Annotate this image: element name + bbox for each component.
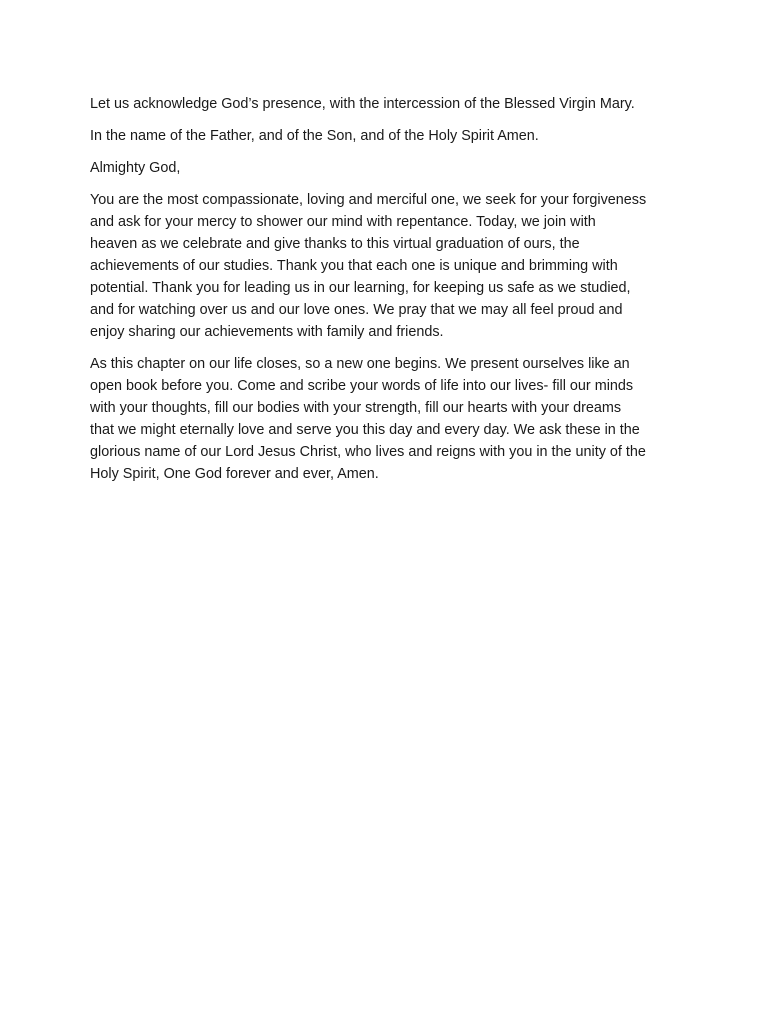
text-line: with your thoughts, fill our bodies with your strength, fill our hearts with your dreams	[90, 400, 622, 416]
text-line: open book before you. Come and scribe your words of life into our lives- fill our minds	[90, 378, 634, 394]
opening-invitation-paragraph	[90, 93, 680, 115]
sign-of-the-cross-paragraph	[90, 125, 680, 147]
text-line: that we might eternally love and serve you this day and every day. We ask these in the	[90, 422, 640, 438]
closing-prayer-paragraph	[90, 353, 680, 485]
text-line: glorious name of our Lord Jesus Christ, who lives and reigns with you in the unity of the	[90, 444, 646, 460]
text-line: and ask for your mercy to shower our mind with repentance. Today, we join with	[90, 214, 596, 230]
text-line: enjoy sharing our achievements with family and friends.	[90, 324, 444, 340]
document-body	[90, 93, 680, 495]
text-line: You are the most compassionate, loving and merciful one, we seek for your forgiveness	[90, 192, 647, 208]
thanksgiving-paragraph	[90, 189, 680, 343]
text-line: Let us acknowledge God’s presence, with the intercession of the Blessed Virgin Mary.	[90, 96, 635, 112]
salutation-paragraph	[90, 157, 680, 179]
text-line: As this chapter on our life closes, so a new one begins. We present ourselves like an	[90, 356, 630, 372]
text-line: heaven as we celebrate and give thanks to this virtual graduation of ours, the	[90, 236, 580, 252]
text-line: potential. Thank you for leading us in our learning, for keeping us safe as we studied,	[90, 280, 631, 296]
text-line: achievements of our studies. Thank you that each one is unique and brimming with	[90, 258, 618, 274]
text-line: Holy Spirit, One God forever and ever, Amen.	[90, 466, 379, 482]
text-line: and for watching over us and our love ones. We pray that we may all feel proud and	[90, 302, 623, 318]
text-line: Almighty God,	[90, 160, 181, 176]
text-line: In the name of the Father, and of the Son, and of the Holy Spirit Amen.	[90, 128, 539, 144]
